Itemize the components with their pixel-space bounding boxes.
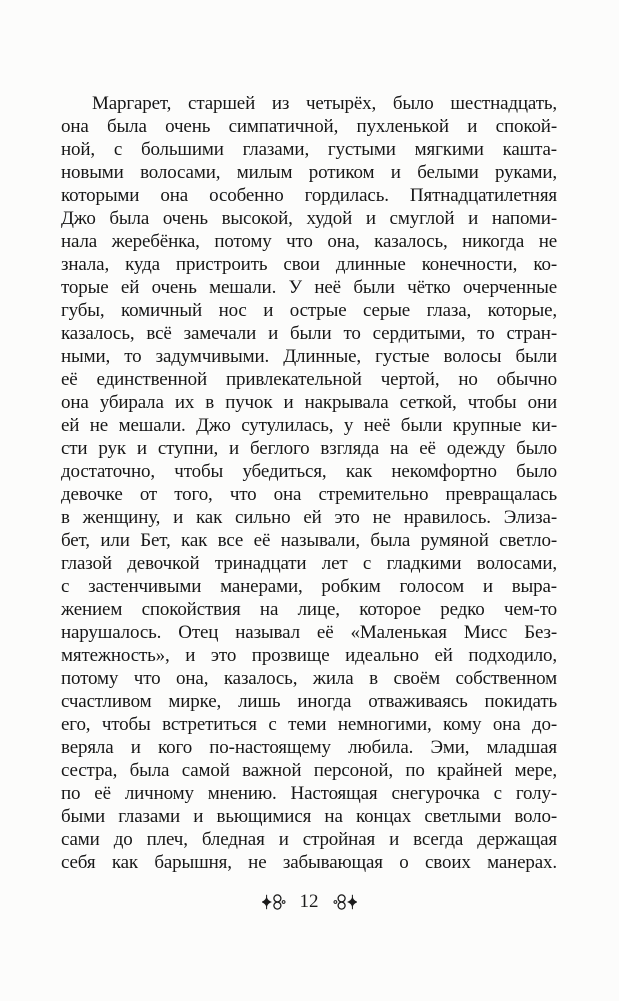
text-line: веряла и кого по-настоящему любила. Эми, младшая xyxy=(61,737,557,758)
text-line: девочке от того, что она стремительно превращалась xyxy=(61,484,557,505)
text-line: Маргарет, старшей из четырёх, было шестнадцать, xyxy=(92,93,557,114)
text-line: быми глазами и вьющимися на концах светлыми воло- xyxy=(61,806,557,827)
text-line: сами до плеч, бледная и стройная и всегда держащая xyxy=(61,829,557,850)
fleuron-right-icon xyxy=(332,893,357,911)
page-footer xyxy=(61,891,557,913)
text-line: ными, то задумчивыми. Длинные, густые волосы были xyxy=(61,346,557,367)
text-line: сти рук и ступни, и беглого взгляда на её одежду было xyxy=(61,438,557,459)
text-line: нала жеребёнка, потому что она, казалось, никогда не xyxy=(61,231,557,252)
fleuron-left-icon xyxy=(262,893,287,911)
text-line: его, чтобы встретиться с теми немногими, кому она до- xyxy=(61,714,557,735)
body-text-paragraph xyxy=(61,92,557,874)
text-line: новыми волосами, милым ротиком и белыми руками, xyxy=(61,162,557,183)
text-line: ей не мешали. Джо сутулилась, у неё были крупные ки- xyxy=(61,415,557,436)
text-line: знала, куда пристроить свои длинные конечности, ко- xyxy=(61,254,557,275)
text-line: казалось, всё замечали и были то сердитыми, то стран- xyxy=(61,323,557,344)
text-line: её единственной привлекательной чертой, но обычно xyxy=(61,369,557,390)
text-line: бет, или Бет, как все её называли, была румяной светло- xyxy=(61,530,557,551)
text-line: в женщину, и как сильно ей это не нравилось. Элиза- xyxy=(61,507,557,528)
text-line: нарушалось. Отец называл её «Маленькая Мисс Без- xyxy=(61,622,557,643)
text-line: торые ей очень мешали. У неё были чётко очерченные xyxy=(61,277,557,298)
text-line: мятежность», и это прозвище идеально ей подходило, xyxy=(61,645,557,666)
text-line: сестра, была самой важной персоной, по крайней мере, xyxy=(61,760,557,781)
text-line: глазой девочкой тринадцати лет с гладкими волосами, xyxy=(61,553,557,574)
text-line: жением спокойствия на лице, которое редко чем-то xyxy=(61,599,557,620)
page-number: 12 xyxy=(299,891,319,912)
text-line: она убирала их в пучок и накрывала сеткой, чтобы они xyxy=(61,392,557,413)
text-line: счастливом мирке, лишь иногда отваживаясь покидать xyxy=(61,691,557,712)
text-line: с застенчивыми манерами, робким голосом и выра- xyxy=(61,576,557,597)
text-line: губы, комичный нос и острые серые глаза, которые, xyxy=(61,300,557,321)
text-line: достаточно, чтобы убедиться, как некомфортно было xyxy=(61,461,557,482)
text-line: ной, с большими глазами, густыми мягкими кашта- xyxy=(61,139,557,160)
text-line: потому что она, казалось, жила в своём собственном xyxy=(61,668,557,689)
text-line: которыми она особенно гордилась. Пятнадцатилетняя xyxy=(61,185,557,206)
text-line: она была очень симпатичной, пухленькой и спокой- xyxy=(61,116,557,137)
text-line: себя как барышня, не забывающая о своих манерах. xyxy=(61,852,557,873)
text-line: Джо была очень высокой, худой и смуглой и напоми- xyxy=(61,208,557,229)
text-line: по её личному мнению. Настоящая снегурочка с голу- xyxy=(61,783,557,804)
